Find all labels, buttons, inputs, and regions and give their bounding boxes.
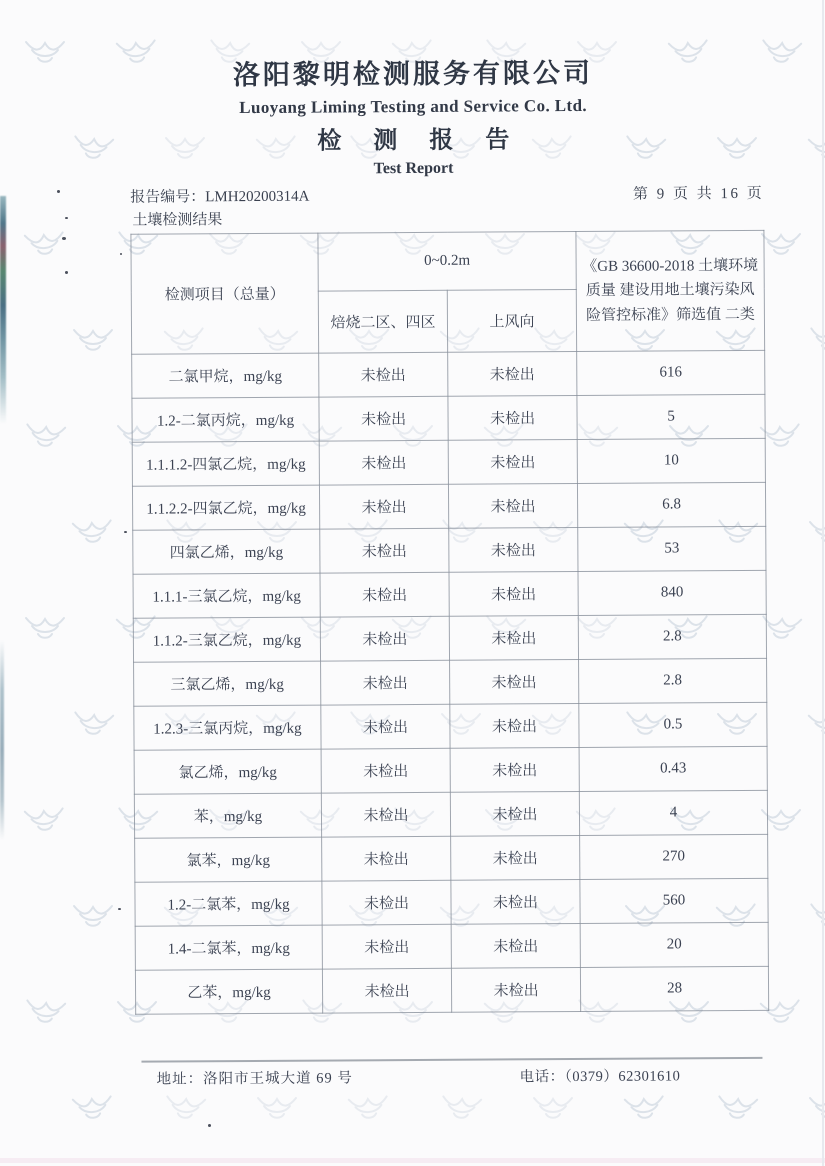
row-limit-value: 2.8: [579, 658, 767, 703]
row-item-label: 四氯乙烯，mg/kg: [133, 529, 320, 574]
results-tbody: [132, 350, 769, 1014]
scan-speck: [62, 237, 66, 240]
results-header: [131, 230, 765, 354]
scan-bottom-tint: [0, 1158, 825, 1163]
scan-speck: [208, 1124, 211, 1127]
row-limit-value: 2.8: [578, 614, 766, 659]
row-upwind-value: 未检出: [451, 923, 580, 968]
row-limit-value: 10: [577, 438, 765, 483]
row-item-label: 1.1.1.2-四氯乙烷，mg/kg: [132, 441, 319, 486]
table-row: [132, 438, 765, 486]
row-item-label: 乙苯，mg/kg: [135, 969, 322, 1014]
header-cell-upwind: 上风向: [447, 290, 576, 353]
row-upwind-value: 未检出: [451, 879, 580, 924]
soil-results-table: [130, 230, 769, 1015]
row-limit-value: 840: [578, 570, 766, 615]
row-upwind-value: 未检出: [448, 352, 577, 397]
row-limit-value: 616: [577, 350, 765, 395]
row-item-label: 1.1.2-三氯乙烷，mg/kg: [133, 617, 320, 662]
row-upwind-value: 未检出: [449, 615, 578, 660]
table-row: [134, 790, 767, 838]
row-limit-value: 4: [579, 790, 767, 835]
scan-edge-streak: [0, 196, 6, 424]
table-row: [133, 614, 766, 662]
row-limit-value: 53: [578, 526, 766, 571]
row-zone-value: 未检出: [321, 748, 450, 793]
row-zone-value: 未检出: [322, 968, 451, 1013]
row-zone-value: 未检出: [322, 924, 451, 969]
row-upwind-value: 未检出: [449, 528, 578, 573]
scan-speck: [65, 217, 68, 219]
row-zone-value: 未检出: [322, 836, 451, 881]
row-limit-value: 6.8: [577, 482, 765, 527]
row-upwind-value: 未检出: [449, 571, 578, 616]
row-upwind-value: 未检出: [450, 747, 579, 792]
row-upwind-value: 未检出: [451, 967, 580, 1012]
row-item-label: 1.4-二氯苯，mg/kg: [135, 925, 322, 970]
scan-speck: [118, 908, 121, 910]
report-title-en: Test Report: [373, 159, 454, 178]
row-upwind-value: 未检出: [448, 396, 577, 441]
report-number-value: LMH20200314A: [205, 188, 310, 206]
table-row: [132, 394, 765, 442]
row-limit-value: 560: [580, 878, 768, 923]
row-zone-value: 未检出: [320, 616, 449, 661]
row-limit-value: 5: [577, 394, 765, 439]
row-zone-value: 未检出: [319, 440, 448, 485]
report-meta-row: [130, 183, 764, 209]
page-indicator: 第 9 页 共 16 页: [632, 185, 765, 203]
report-title-cn: 检 测 报 告: [317, 127, 523, 155]
row-item-label: 苯，mg/kg: [134, 793, 321, 838]
row-upwind-value: 未检出: [450, 659, 579, 704]
row-item-label: 二氯甲烷，mg/kg: [132, 353, 319, 398]
row-zone-value: 未检出: [321, 792, 450, 837]
row-limit-value: 20: [580, 922, 768, 967]
row-limit-value: 28: [580, 966, 768, 1011]
table-row: [132, 482, 765, 530]
report-header: [0, 0, 825, 182]
row-zone-value: 未检出: [320, 572, 449, 617]
footer-divider: [141, 1057, 762, 1063]
table-row: [134, 746, 767, 794]
row-item-label: 1.2.3-三氯丙烷，mg/kg: [134, 705, 321, 750]
header-cell-item: 检测项目（总量）: [131, 233, 319, 354]
header-cell-depth: 0~0.2m: [318, 232, 576, 292]
row-upwind-value: 未检出: [451, 835, 580, 880]
row-item-label: 1.1.1-三氯乙烷，mg/kg: [133, 573, 320, 618]
table-row: [132, 350, 765, 398]
scan-edge-streak: [0, 640, 4, 840]
row-zone-value: 未检出: [321, 660, 450, 705]
table-header-row-1: [131, 230, 764, 292]
row-upwind-value: 未检出: [448, 440, 577, 485]
table-row: [134, 702, 767, 750]
footer-phone: 电话：（0379）62301610: [519, 1068, 681, 1086]
row-item-label: 1.1.2.2-四氯乙烷，mg/kg: [132, 485, 319, 530]
row-item-label: 三氯乙烯，mg/kg: [134, 661, 321, 706]
row-limit-value: 270: [580, 834, 768, 879]
row-zone-value: 未检出: [319, 352, 448, 397]
row-item-label: 氯乙烯，mg/kg: [134, 749, 321, 794]
scan-speck: [124, 531, 127, 533]
header-cell-standard: 《GB 36600-2018 土壤环境质量 建设用地土壤污染风险管控标准》筛选值 二类: [576, 230, 765, 351]
table-row: [135, 878, 768, 926]
table-row: [135, 966, 768, 1014]
row-upwind-value: 未检出: [448, 484, 577, 529]
row-item-label: 氯苯，mg/kg: [135, 837, 322, 882]
row-limit-value: 0.43: [579, 746, 767, 791]
row-upwind-value: 未检出: [450, 791, 579, 836]
report-number-label: 报告编号：: [130, 189, 206, 206]
section-title: 土壤检测结果: [132, 212, 223, 229]
row-item-label: 1.2-二氯苯，mg/kg: [135, 881, 322, 926]
row-item-label: 1.2-二氯丙烷，mg/kg: [132, 397, 319, 442]
scan-speck: [57, 190, 60, 193]
report-number: [130, 186, 309, 209]
row-zone-value: 未检出: [321, 704, 450, 749]
row-zone-value: 未检出: [319, 484, 448, 529]
table-row: [133, 526, 766, 574]
company-name-en: Luoyang Liming Testing and Service Co. Ltd.: [239, 95, 588, 118]
scan-right-edge: [822, 0, 824, 1166]
row-zone-value: 未检出: [319, 396, 448, 441]
header-cell-zone: 焙烧二区、四区: [318, 290, 447, 353]
table-row: [133, 570, 766, 618]
table-row: [134, 658, 767, 706]
row-zone-value: 未检出: [320, 528, 449, 573]
row-upwind-value: 未检出: [450, 703, 579, 748]
table-row: [135, 922, 768, 970]
scan-speck: [65, 271, 68, 274]
footer-address: 地址：洛阳市王城大道 69 号: [156, 1070, 353, 1088]
table-row: [135, 834, 768, 882]
row-zone-value: 未检出: [322, 880, 451, 925]
company-name-cn: 洛阳黎明检测服务有限公司: [232, 57, 594, 91]
row-limit-value: 0.5: [579, 702, 767, 747]
report-footer: [7, 1063, 825, 1088]
scan-speck: [120, 253, 122, 255]
